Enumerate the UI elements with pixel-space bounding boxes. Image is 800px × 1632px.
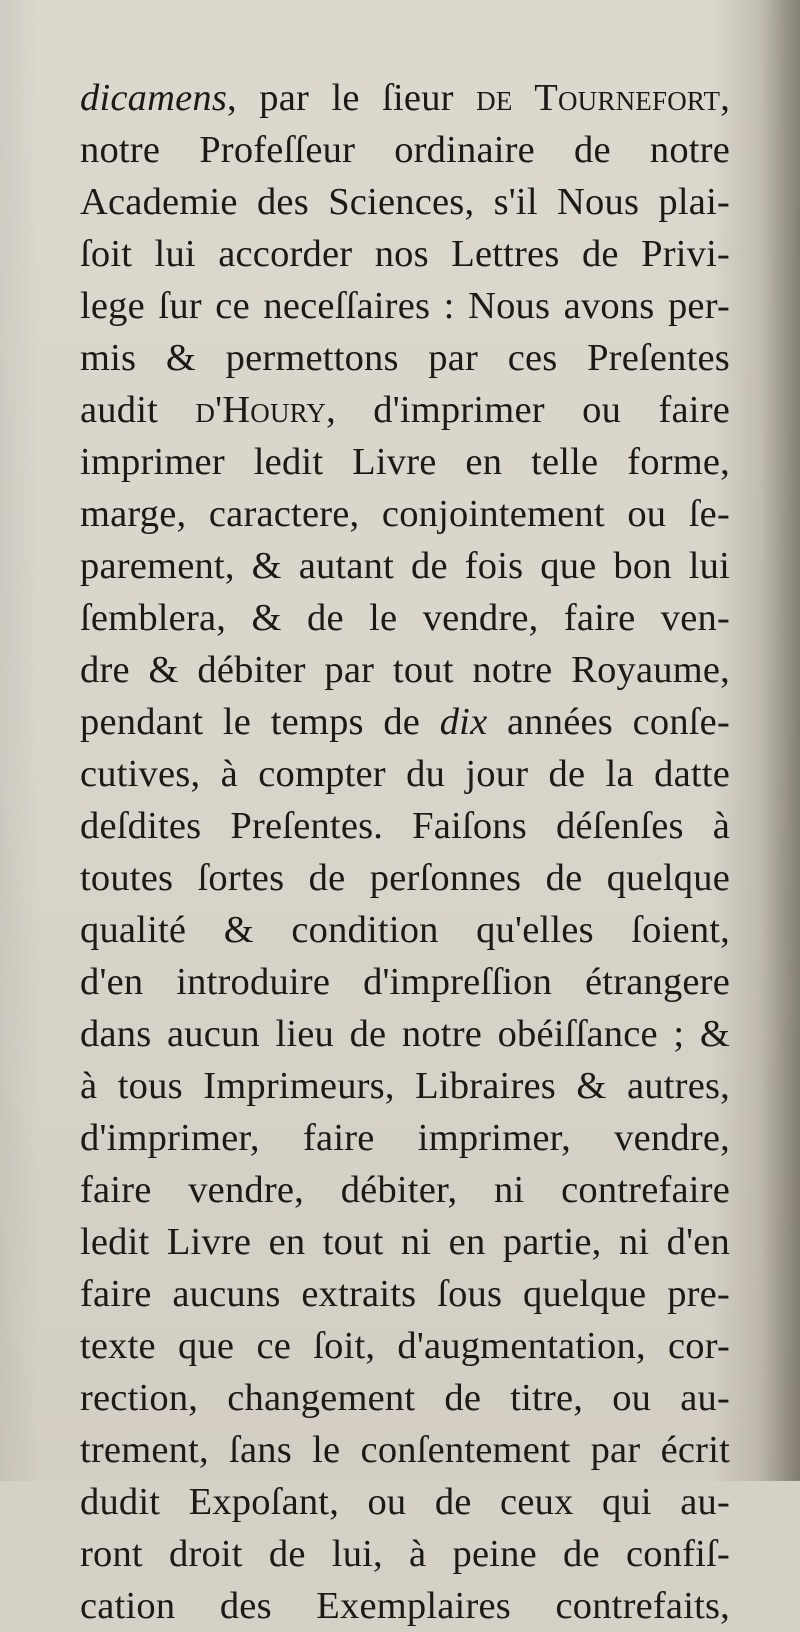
text-line-19: dans aucun lieu de notre obéiſſance ; &: [80, 1013, 730, 1055]
text-line-25: texte que ce ſoit, d'augmentation, cor-: [80, 1325, 730, 1367]
text-line-20: à tous Imprimeurs, Libraires & autres,: [80, 1065, 730, 1107]
text-line-28: dudit Expoſant, ou de ceux qui au-: [80, 1481, 730, 1523]
text-line-4: ſoit lui accorder nos Lettres de Privi-: [80, 233, 730, 275]
text-line-26: rection, changement de titre, ou au-: [80, 1377, 730, 1419]
text-line-5: lege ſur ce neceſſaires : Nous avons per-: [80, 285, 730, 327]
text-line-17: qualité & condition qu'elles ſoient,: [80, 909, 730, 951]
text-line-2: notre Profeſſeur ordinaire de notre: [80, 129, 730, 171]
text-line-14: cutives, à compter du jour de la datte: [80, 753, 730, 795]
text-line-23: ledit Livre en tout ni en partie, ni d'en: [80, 1221, 730, 1263]
text-line-3: Academie des Sciences, s'il Nous plai-: [80, 181, 730, 223]
text-line-12: dre & débiter par tout notre Royaume,: [80, 649, 730, 691]
text-line-9: marge, caractere, conjointement ou ſe-: [80, 493, 730, 535]
text-line-24: faire aucuns extraits ſous quelque pre-: [80, 1273, 730, 1315]
italic-word: dicamens: [80, 77, 228, 119]
text-line-18: d'en introduire d'impreſſion étrangere: [80, 961, 730, 1003]
text-segment: , d'imprimer ou faire: [326, 389, 730, 431]
text-line-1: [80, 72, 730, 124]
text-segment: années conſe-: [487, 701, 730, 743]
text-segment: audit: [80, 389, 196, 431]
author-name: de Tournefort: [476, 77, 721, 119]
text-line-27: trement, ſans le conſentement par écrit: [80, 1429, 730, 1471]
text-segment: ,: [720, 77, 731, 119]
text-line-8: imprimer ledit Livre en telle forme,: [80, 441, 730, 483]
text-line-13: [80, 696, 730, 748]
text-line-22: faire vendre, débiter, ni contrefaire: [80, 1169, 730, 1211]
text-line-30: cation des Exemplaires contrefaits,: [80, 1585, 730, 1627]
text-line-6: mis & permettons par ces Preſentes: [80, 337, 730, 379]
text-segment: pendant le temps de: [80, 701, 440, 743]
text-segment: , par le ſieur: [227, 77, 477, 119]
text-line-11: ſemblera, & de le vendre, faire ven-: [80, 597, 730, 639]
text-line-7: [80, 384, 730, 436]
italic-word: dix: [439, 701, 488, 743]
text-line-21: d'imprimer, faire imprimer, vendre,: [80, 1117, 730, 1159]
publisher-name: d'Houry: [195, 389, 327, 431]
text-line-29: ront droit de lui, à peine de confiſ-: [80, 1533, 730, 1575]
text-line-10: parement, & autant de fois que bon lui: [80, 545, 730, 587]
body-text: [80, 72, 730, 1632]
text-line-16: toutes ſortes de perſonnes de quelque: [80, 857, 730, 899]
text-line-15: deſdites Preſentes. Faiſons déſenſes à: [80, 805, 730, 847]
